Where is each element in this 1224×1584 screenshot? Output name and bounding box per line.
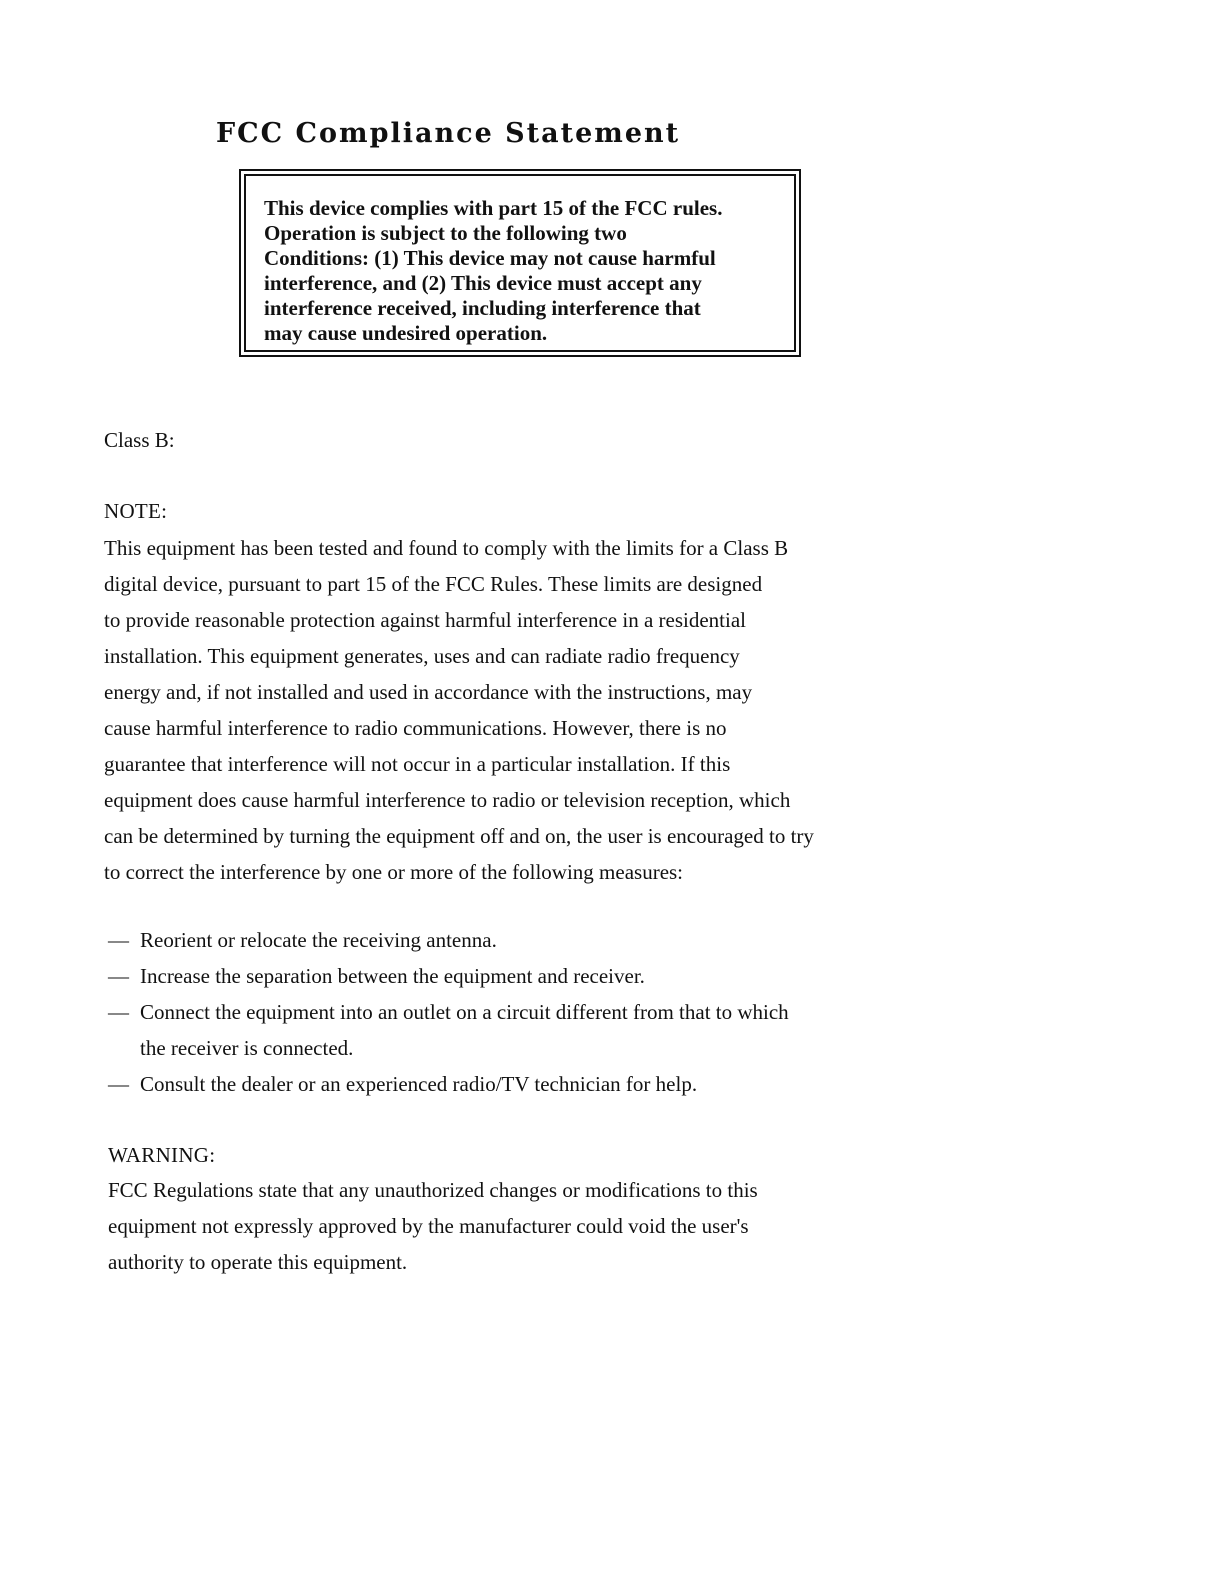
note-line: to correct the interference by one or more of the following measures: [104, 860, 684, 884]
notice-text: This device complies with part 15 of the FCC rules. Operation is subject to the following two Conditions: (1) This device may not cause harmful interference, and (2) This device must accept any interference received, including interference that may cause undesired operation. [264, 196, 723, 345]
measure-text: Reorient or relocate the receiving antenna. [140, 928, 497, 952]
note-line: guarantee that interference will not occur in a particular installation. If this [104, 752, 731, 776]
list-item [108, 1066, 789, 1102]
class-label: Class B: [104, 428, 175, 452]
note-line: to provide reasonable protection against harmful interference in a residential [104, 608, 746, 632]
measure-text: Consult the dealer or an experienced radio/TV technician for help. [140, 1072, 698, 1096]
note-line: digital device, pursuant to part 15 of the FCC Rules. These limits are designed [104, 572, 763, 596]
note-body [104, 530, 814, 890]
list-item [108, 994, 789, 1066]
measure-text-continued: the receiver is connected. [140, 1036, 354, 1060]
dash-bullet: — [108, 1072, 129, 1096]
note-line: equipment does cause harmful interference to radio or television reception, which [104, 788, 791, 812]
warning-body [108, 1172, 758, 1280]
warning-line: authority to operate this equipment. [108, 1250, 408, 1274]
measure-text: Increase the separation between the equipment and receiver. [140, 964, 645, 988]
dash-bullet: — [108, 928, 129, 952]
dash-bullet: — [108, 1000, 129, 1024]
dash-bullet: — [108, 964, 129, 988]
measure-text: Connect the equipment into an outlet on a circuit different from that to which [140, 1000, 789, 1024]
page-title: FCC Compliance Statement [216, 118, 681, 149]
note-line: cause harmful interference to radio communications. However, there is no [104, 716, 727, 740]
note-label: NOTE: [104, 499, 168, 523]
warning-line: FCC Regulations state that any unauthorized changes or modifications to this [108, 1178, 758, 1202]
list-item [108, 958, 789, 994]
list-item [108, 922, 789, 958]
measures-list [108, 922, 789, 1102]
warning-line: equipment not expressly approved by the manufacturer could void the user's [108, 1214, 749, 1238]
note-line: This equipment has been tested and found to comply with the limits for a Class B [104, 536, 789, 560]
note-line: installation. This equipment generates, uses and can radiate radio frequency [104, 644, 740, 668]
note-line: can be determined by turning the equipment off and on, the user is encouraged to try [104, 824, 814, 848]
note-line: energy and, if not installed and used in accordance with the instructions, may [104, 680, 753, 704]
warning-label: WARNING: [108, 1143, 216, 1167]
